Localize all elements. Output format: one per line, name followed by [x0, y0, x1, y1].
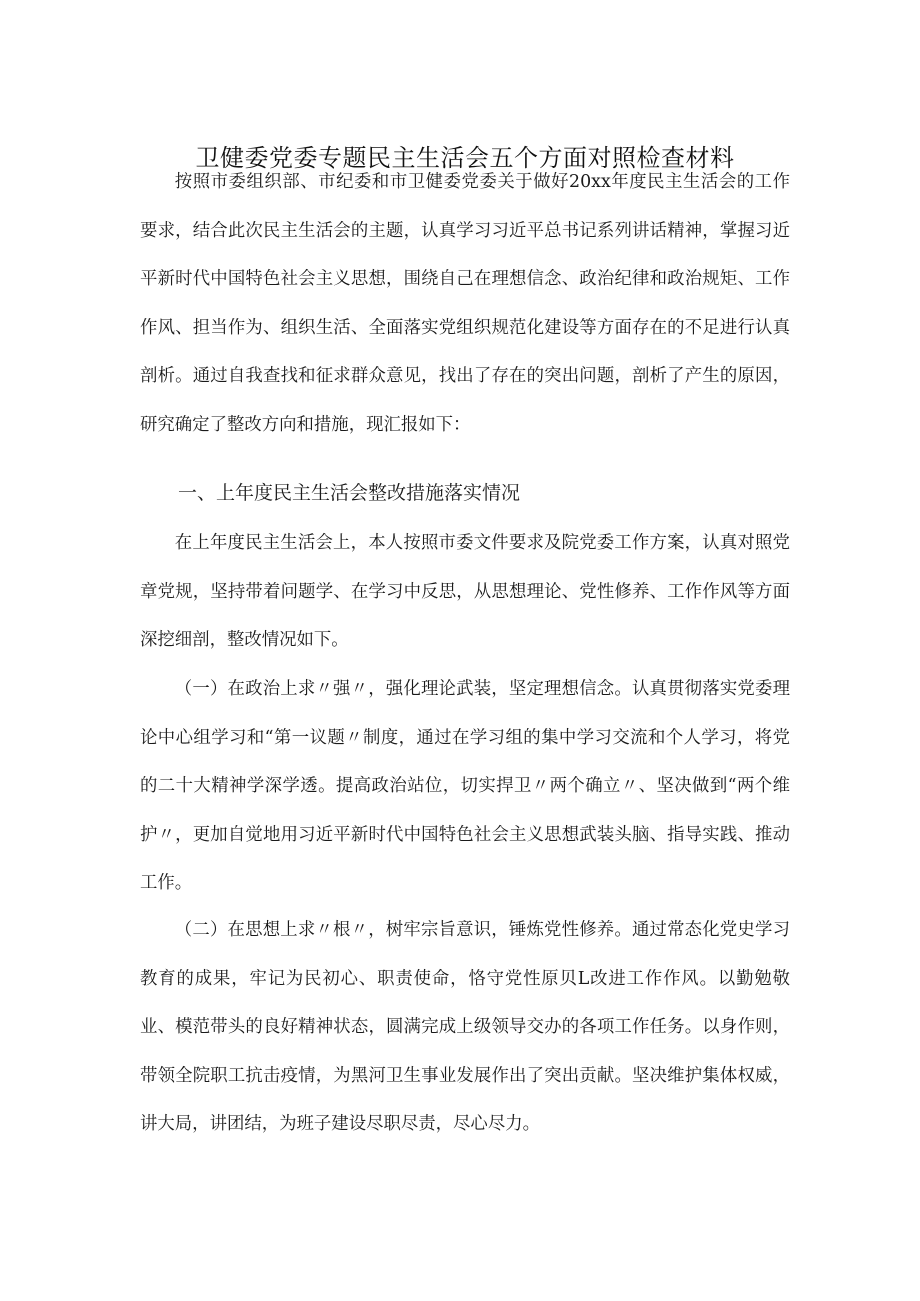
section-1-intro-paragraph: 在上年度民主生活会上，本人按照市委文件要求及院党委工作方案，认真对照党章党规，坚持带着问题学、在学习中反思，从思想理论、党性修养、工作作风等方面深挖细剖，整改情况如下。	[140, 533, 790, 650]
document-title: 卫健委党委专题民主生活会五个方面对照检查材料	[195, 144, 735, 172]
item-1-paragraph: （一）在政治上求〃强〃，强化理论武装，坚定理想信念。认真贯彻落实党委理论中心组学习和“第一议题〃制度，通过在学习组的集中学习交流和个人学习，将党的二十大精神学深学透。提高政治站位，切实捍卫〃两个确立〃、坚决做到“两个维护〃，更加自觉地用习近平新时代中国特色社会主义思想武装头脑、指导实践、推动工作。	[140, 679, 790, 893]
section-1-heading: 一、上年度民主生活会整改措施落实情况	[178, 482, 521, 504]
item-2-paragraph: （二）在思想上求〃根〃，树牢宗旨意识，锤炼党性修养。通过常态化党史学习教育的成果，牢记为民初心、职责使命，恪守党性原贝L改进工作作风。以勤勉敬业、模范带头的良好精神状态，圆满完成上级领导交办的各项工作任务。以身作则，带领全院职工抗击疫情，为黑河卫生事业发展作出了突出贡献。坚决维护集体权威，讲大局，讲团结，为班子建设尽职尽责，尽心尽力。	[140, 920, 790, 1134]
intro-paragraph: 按照市委组织部、市纪委和市卫健委党委关于做好20xx年度民主生活会的工作要求，结合此次民主生活会的主题，认真学习习近平总书记系列讲话精神，掌握习近平新时代中国特色社会主义思想，围绕自己在理想信念、政治纪律和政治规矩、工作作风、担当作为、组织生活、全面落实党组织规范化建设等方面存在的不足进行认真剖析。通过自我查找和征求群众意见，找出了存在的突出问题，剖析了产生的原因，研究确定了整改方向和措施，现汇报如下：	[140, 172, 790, 435]
